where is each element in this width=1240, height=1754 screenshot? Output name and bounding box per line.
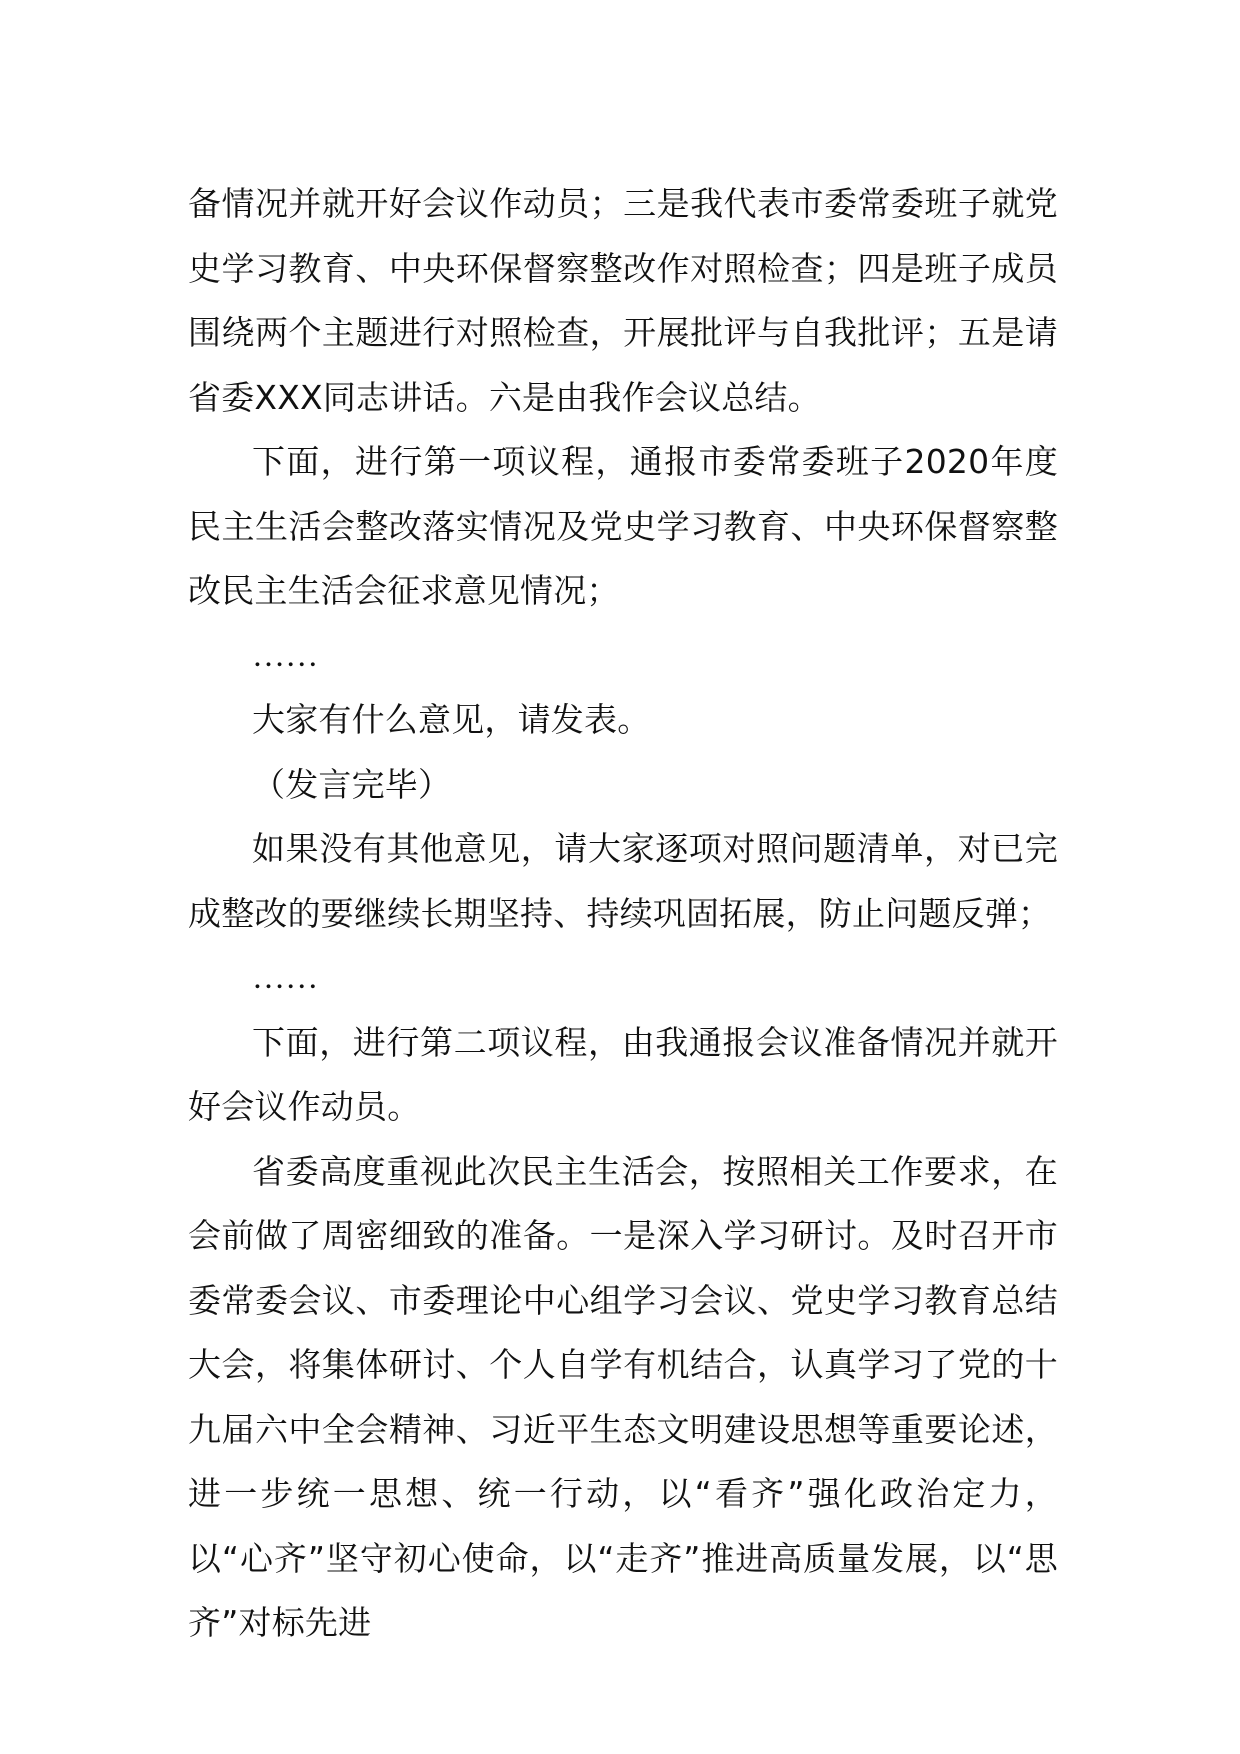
paragraph-ellipsis-1: …… [252,637,319,674]
paragraph-6: 下面，进行第二项议程，由我通报会议准备情况并就开好会议作动员。 [188,1022,1058,1126]
paragraph-7: 省委高度重视此次民主生活会，按照相关工作要求，在会前做了周密细致的准备。一是深入学习研讨。及时召开市委常委会议、市委理论中心组学习会议、党史学习教育总结大会，将集体研讨、个人自学有机结合，认真学习了党的十九届六中全会精神、习近平生态文明建设思想等重要论述，进一步统一思想、统一行动，以“看齐”强化政治定力，以“心齐”坚守初心使命，以“走齐”推进高质量发展，以“思齐”对标先进 [188,1151,1058,1642]
paragraph-5: 如果没有其他意见，请大家逐项对照问题清单，对已完成整改的要继续长期坚持、持续巩固拓展，防止问题反弹； [188,829,1058,933]
document-body [188,172,1058,1656]
paragraph-ellipsis-2: …… [252,960,319,996]
paragraph-4: （发言完毕） [252,764,452,804]
paragraph-1: 备情况并就开好会议作动员；三是我代表市委常委班子就党史学习教育、中央环保督察整改作对照检查；四是班子成员围绕两个主题进行对照检查，开展批评与自我批评；五是请省委XXX同志讲话。六是由我作会议总结。 [188,184,1058,417]
paragraph-2: 下面，进行第一项议程，通报市委常委班子2020年度民主生活会整改落实情况及党史学习教育、中央环保督察整改民主生活会征求意见情况； [188,442,1058,610]
paragraph-3: 大家有什么意见，请发表。 [252,700,651,739]
